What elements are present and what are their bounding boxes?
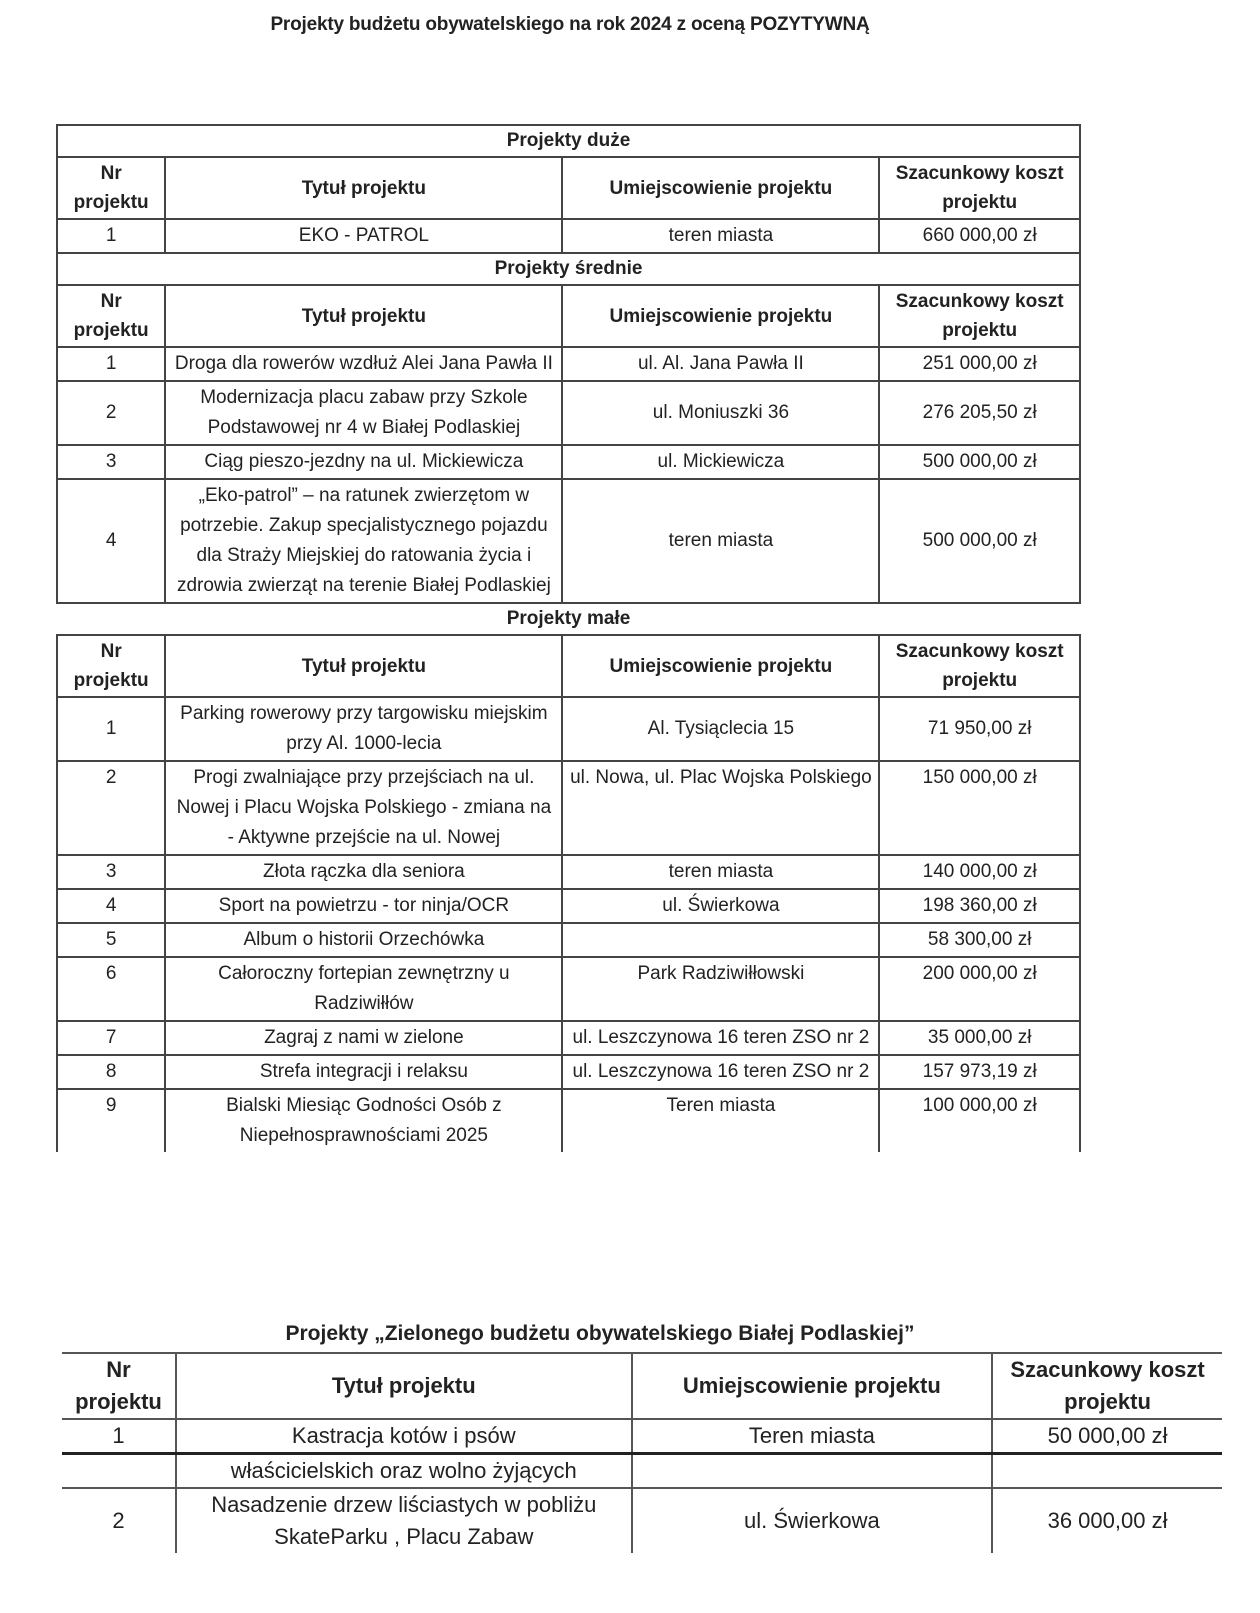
column-header-cost: Szacunkowy koszt projektu xyxy=(879,285,1080,347)
cell-cost: 36 000,00 zł xyxy=(992,1488,1222,1553)
cell-nr: 1 xyxy=(57,219,165,253)
cell-location: ul. Świerkowa xyxy=(562,889,879,923)
cell-nr: 6 xyxy=(57,957,165,1021)
cell-nr: 1 xyxy=(57,697,165,761)
cell-location: ul. Moniuszki 36 xyxy=(562,381,879,445)
cell-title: Album o historii Orzechówka xyxy=(165,923,562,957)
cell-location: Teren miasta xyxy=(632,1419,992,1454)
cell-cost: 150 000,00 zł xyxy=(879,761,1080,855)
table-row xyxy=(57,923,1080,957)
column-header-nr: Nr projektu xyxy=(62,1353,176,1419)
cell-nr xyxy=(62,1454,176,1489)
column-header-title: Tytuł projektu xyxy=(165,285,562,347)
cell-title: Parking rowerowy przy targowisku miejskim przy Al. 1000-lecia xyxy=(165,697,562,761)
cell-nr: 3 xyxy=(57,855,165,889)
section-heading-small xyxy=(57,603,1080,635)
cell-location: teren miasta xyxy=(562,219,879,253)
table-row xyxy=(57,381,1080,445)
column-header-cost: Szacunkowy koszt projektu xyxy=(992,1353,1222,1419)
cell-location: ul. Leszczynowa 16 teren ZSO nr 2 xyxy=(562,1055,879,1089)
cell-cost: 276 205,50 zł xyxy=(879,381,1080,445)
table-row xyxy=(57,1021,1080,1055)
cell-cost xyxy=(992,1454,1222,1489)
column-header-location: Umiejscowienie projektu xyxy=(562,157,879,219)
cell-cost: 35 000,00 zł xyxy=(879,1021,1080,1055)
table-row xyxy=(57,479,1080,603)
table-row xyxy=(62,1454,1222,1489)
section-heading-medium xyxy=(57,253,1080,285)
table-row xyxy=(57,697,1080,761)
table-row xyxy=(62,1419,1222,1454)
cell-title: „Eko-patrol” – na ratunek zwierzętom w potrzebie. Zakup specjalistycznego pojazdu dla Straży Miejskiej do ratowania życia i zdrowia zwierząt na terenie Białej Podlaskiej xyxy=(165,479,562,603)
column-header-cost: Szacunkowy koszt projektu xyxy=(879,635,1080,697)
header-row xyxy=(62,1353,1222,1419)
cell-cost: 157 973,19 zł xyxy=(879,1055,1080,1089)
table-row xyxy=(62,1488,1222,1553)
column-header-nr: Nr projektu xyxy=(57,635,165,697)
cell-location xyxy=(632,1454,992,1489)
section-heading-large xyxy=(57,125,1080,157)
cell-cost: 200 000,00 zł xyxy=(879,957,1080,1021)
column-header-title: Tytuł projektu xyxy=(176,1353,632,1419)
cell-title: Całoroczny fortepian zewnętrzny u Radziwiłłów xyxy=(165,957,562,1021)
cell-title: Progi zwalniające przy przejściach na ul. Nowej i Placu Wojska Polskiego - zmiana na - Aktywne przejście na ul. Nowej xyxy=(165,761,562,855)
cell-cost: 500 000,00 zł xyxy=(879,479,1080,603)
header-row xyxy=(57,635,1080,697)
cell-cost: 500 000,00 zł xyxy=(879,445,1080,479)
cell-title: EKO - PATROL xyxy=(165,219,562,253)
cell-location: Al. Tysiąclecia 15 xyxy=(562,697,879,761)
cell-nr: 1 xyxy=(57,347,165,381)
cell-title: Nasadzenie drzew liściastych w pobliżu SkateParku , Placu Zabaw xyxy=(176,1488,632,1553)
table-row xyxy=(57,445,1080,479)
cell-title: właścicielskich oraz wolno żyjących xyxy=(176,1454,632,1489)
cell-cost: 50 000,00 zł xyxy=(992,1419,1222,1454)
column-header-location: Umiejscowienie projektu xyxy=(562,635,879,697)
cell-title: Kastracja kotów i psów xyxy=(176,1419,632,1454)
column-header-title: Tytuł projektu xyxy=(165,635,562,697)
cell-cost: 198 360,00 zł xyxy=(879,889,1080,923)
cell-cost: 251 000,00 zł xyxy=(879,347,1080,381)
header-row xyxy=(57,157,1080,219)
cell-nr: 8 xyxy=(57,1055,165,1089)
header-row xyxy=(57,285,1080,347)
cell-cost: 100 000,00 zł xyxy=(879,1089,1080,1152)
cell-nr: 4 xyxy=(57,479,165,603)
column-header-nr: Nr projektu xyxy=(57,285,165,347)
cell-nr: 2 xyxy=(57,761,165,855)
cell-title: Bialski Miesiąc Godności Osób z Niepełnosprawnościami 2025 xyxy=(165,1089,562,1152)
budget-projects-table xyxy=(56,124,1081,1152)
table-row xyxy=(57,1089,1080,1152)
cell-nr: 1 xyxy=(62,1419,176,1454)
cell-nr: 2 xyxy=(57,381,165,445)
table-row xyxy=(57,855,1080,889)
cell-title: Modernizacja placu zabaw przy Szkole Podstawowej nr 4 w Białej Podlaskiej xyxy=(165,381,562,445)
cell-location: teren miasta xyxy=(562,479,879,603)
table-row xyxy=(57,889,1080,923)
table-row xyxy=(57,957,1080,1021)
cell-nr: 9 xyxy=(57,1089,165,1152)
cell-cost: 58 300,00 zł xyxy=(879,923,1080,957)
table-row xyxy=(57,219,1080,253)
cell-nr: 7 xyxy=(57,1021,165,1055)
column-header-title: Tytuł projektu xyxy=(165,157,562,219)
cell-location xyxy=(562,923,879,957)
column-header-location: Umiejscowienie projektu xyxy=(632,1353,992,1419)
section-title: Projekty małe xyxy=(57,603,1080,635)
document-title: Projekty budżetu obywatelskiego na rok 2024 z oceną POZYTYWNĄ xyxy=(270,14,870,35)
cell-location: ul. Nowa, ul. Plac Wojska Polskiego xyxy=(562,761,879,855)
table-row xyxy=(57,347,1080,381)
cell-location: ul. Al. Jana Pawła II xyxy=(562,347,879,381)
cell-location: Park Radziwiłłowski xyxy=(562,957,879,1021)
cell-cost: 660 000,00 zł xyxy=(879,219,1080,253)
section-title: Projekty duże xyxy=(57,125,1080,157)
cell-title: Sport na powietrzu - tor ninja/OCR xyxy=(165,889,562,923)
cell-cost: 140 000,00 zł xyxy=(879,855,1080,889)
column-header-nr: Nr projektu xyxy=(57,157,165,219)
column-header-location: Umiejscowienie projektu xyxy=(562,285,879,347)
section-title: Projekty średnie xyxy=(57,253,1080,285)
cell-location: ul. Mickiewicza xyxy=(562,445,879,479)
cell-title: Zagraj z nami w zielone xyxy=(165,1021,562,1055)
column-header-cost: Szacunkowy koszt projektu xyxy=(879,157,1080,219)
cell-nr: 3 xyxy=(57,445,165,479)
cell-title: Strefa integracji i relaksu xyxy=(165,1055,562,1089)
cell-location: teren miasta xyxy=(562,855,879,889)
green-budget-table xyxy=(62,1352,1222,1553)
cell-title: Złota rączka dla seniora xyxy=(165,855,562,889)
table-row xyxy=(57,761,1080,855)
cell-nr: 4 xyxy=(57,889,165,923)
cell-location: Teren miasta xyxy=(562,1089,879,1152)
cell-nr: 5 xyxy=(57,923,165,957)
cell-title: Ciąg pieszo-jezdny na ul. Mickiewicza xyxy=(165,445,562,479)
cell-location: ul. Leszczynowa 16 teren ZSO nr 2 xyxy=(562,1021,879,1055)
cell-title: Droga dla rowerów wzdłuż Alei Jana Pawła II xyxy=(165,347,562,381)
cell-nr: 2 xyxy=(62,1488,176,1553)
cell-cost: 71 950,00 zł xyxy=(879,697,1080,761)
cell-location: ul. Świerkowa xyxy=(632,1488,992,1553)
green-budget-title: Projekty „Zielonego budżetu obywatelskiego Białej Podlaskiej” xyxy=(285,1322,915,1345)
table-row xyxy=(57,1055,1080,1089)
